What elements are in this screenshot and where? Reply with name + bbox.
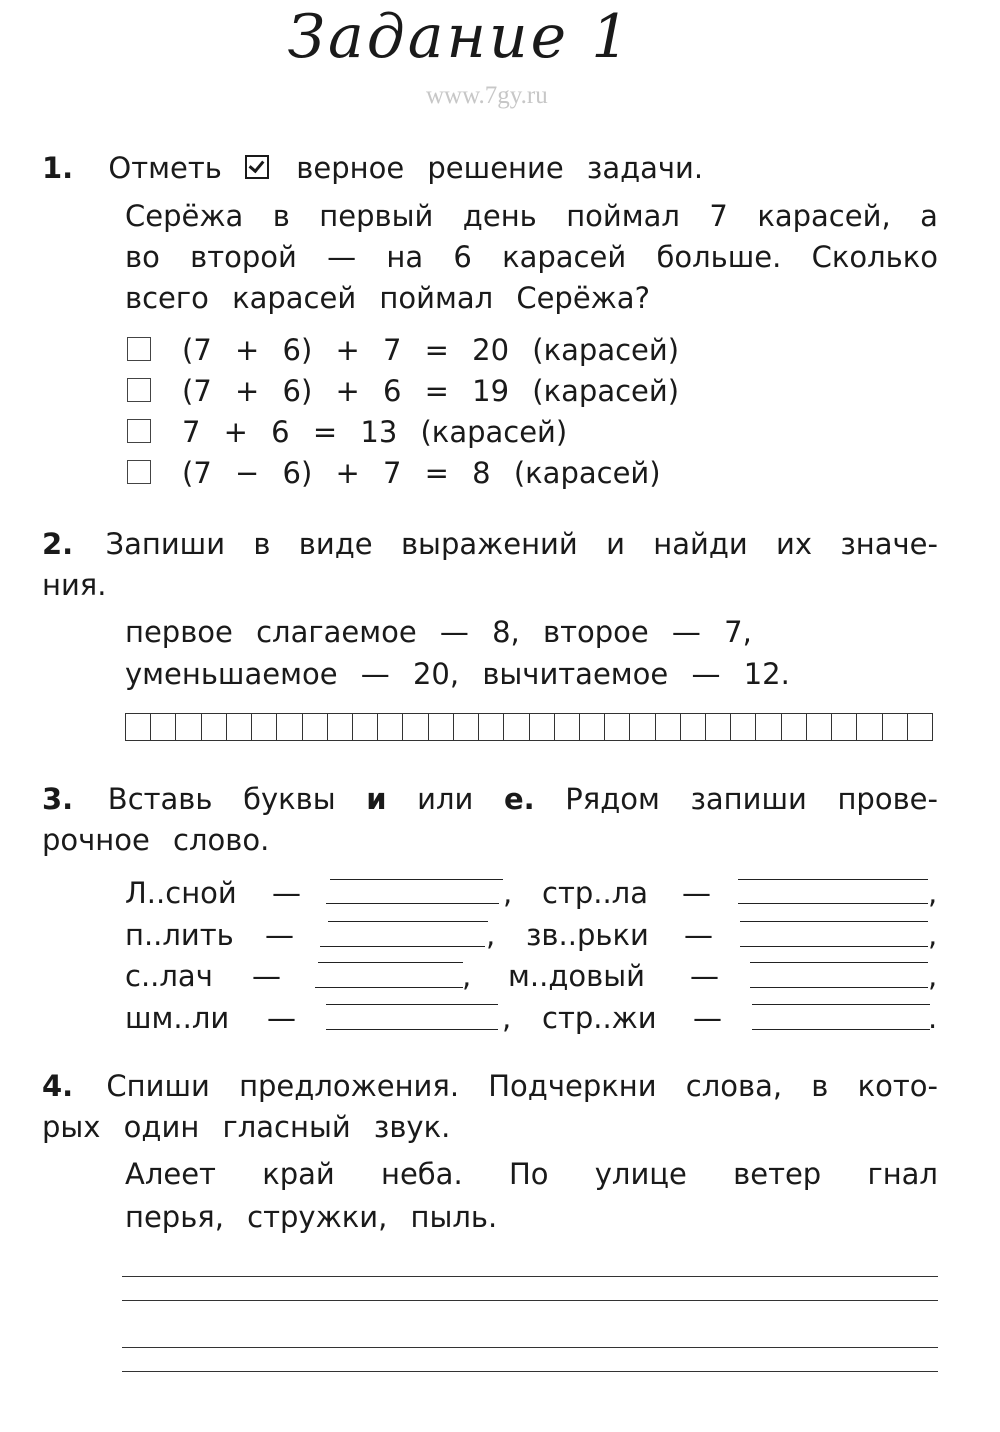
writing-line[interactable]	[122, 1347, 938, 1348]
word: кото-	[857, 1069, 938, 1103]
task2-instruction-line-2: ния.	[42, 568, 107, 602]
word: поймал	[566, 199, 680, 233]
dash: —	[265, 918, 294, 952]
grid-cell[interactable]	[857, 714, 882, 740]
dash: —	[682, 876, 711, 910]
word: 7	[709, 199, 728, 233]
answer-line[interactable]	[750, 987, 928, 988]
answer-line[interactable]	[752, 1004, 930, 1005]
answer-line[interactable]	[740, 946, 928, 947]
answer-line[interactable]	[320, 946, 485, 947]
grid-cell[interactable]	[479, 714, 504, 740]
word: —	[327, 240, 357, 274]
task4-instruction-line-1	[42, 1069, 938, 1103]
answer-line[interactable]	[326, 1004, 498, 1005]
grid-cell[interactable]	[303, 714, 328, 740]
word: По	[508, 1157, 549, 1191]
word: Подчеркни	[488, 1069, 657, 1103]
comma: ,	[486, 918, 496, 952]
comma: ,	[928, 876, 938, 910]
word: Серёжа	[125, 199, 244, 233]
word: буквы	[243, 782, 336, 816]
answer-line[interactable]	[315, 987, 463, 988]
grid-cell[interactable]	[176, 714, 201, 740]
task4-number: 4.	[42, 1069, 74, 1103]
word: их	[776, 527, 813, 561]
grid-cell[interactable]	[756, 714, 781, 740]
left-word-4: шм..ли	[125, 1001, 230, 1035]
word: предложения.	[239, 1069, 460, 1103]
dash: —	[690, 959, 719, 993]
word: в	[272, 199, 290, 233]
grid-cell[interactable]	[731, 714, 756, 740]
word: найди	[653, 527, 748, 561]
grid-cell[interactable]	[202, 714, 227, 740]
answer-line[interactable]	[750, 962, 928, 963]
task1-number: 1.	[42, 151, 74, 185]
checked-box-icon	[245, 155, 269, 179]
right-word-4: стр..жи	[542, 1001, 657, 1035]
letter-e: е.	[503, 782, 535, 816]
grid-cell[interactable]	[681, 714, 706, 740]
word: виде	[298, 527, 373, 561]
comma: ,	[928, 918, 938, 952]
writing-line[interactable]	[122, 1300, 938, 1301]
word: гнал	[867, 1157, 938, 1191]
comma: ,	[503, 876, 513, 910]
option-4: (7 − 6) + 7 = 8 (карасей)	[182, 456, 661, 490]
word: Рядом	[565, 782, 660, 816]
task2-number: 2.	[42, 527, 74, 561]
right-word-1: стр..ла	[542, 876, 648, 910]
word: прове-	[837, 782, 938, 816]
task1-problem-line-2	[125, 240, 938, 274]
comma: ,	[928, 959, 938, 993]
grid-cell[interactable]	[403, 714, 428, 740]
answer-line[interactable]	[752, 1029, 930, 1030]
task3-instruction-line-2: рочное слово.	[42, 823, 270, 857]
letter-i: и	[366, 782, 387, 816]
answer-line[interactable]	[740, 921, 928, 922]
option-3: 7 + 6 = 13 (карасей)	[182, 415, 568, 449]
word: во	[125, 240, 160, 274]
grid-cell[interactable]	[630, 714, 655, 740]
word: край	[262, 1157, 335, 1191]
left-word-3: с..лач	[125, 959, 213, 993]
word: улице	[594, 1157, 687, 1191]
grid-cell[interactable]	[429, 714, 454, 740]
word: выражений	[400, 527, 578, 561]
task2-data-line-2: уменьшаемое — 20, вычитаемое — 12.	[125, 657, 790, 691]
answer-line[interactable]	[328, 921, 488, 922]
word: в	[811, 1069, 829, 1103]
word: значе-	[840, 527, 938, 561]
writing-line[interactable]	[122, 1276, 938, 1277]
option-checkbox[interactable]	[127, 337, 151, 361]
task4-sentence-line-1	[125, 1157, 938, 1191]
word: Запиши	[105, 527, 226, 561]
word: слова,	[685, 1069, 783, 1103]
task3-instruction-line-1: 3. Вставь буквы и или е. Рядом запиши прове-	[42, 782, 938, 816]
task4-sentence-line-2: перья, стружки, пыль.	[125, 1200, 498, 1234]
grid-cell[interactable]	[126, 714, 151, 740]
option-checkbox[interactable]	[127, 419, 151, 443]
grid-cell[interactable]	[353, 714, 378, 740]
grid-cell[interactable]	[328, 714, 353, 740]
grid-cell[interactable]	[706, 714, 731, 740]
word: и	[606, 527, 625, 561]
left-word-1: Л..сной	[125, 876, 237, 910]
grid-cell[interactable]	[883, 714, 908, 740]
grid-cell[interactable]	[277, 714, 302, 740]
watermark: www.7gy.ru	[426, 82, 548, 109]
grid-cell[interactable]	[580, 714, 605, 740]
task2-data-line-1: первое слагаемое — 8, второе — 7,	[125, 615, 752, 649]
grid-cell[interactable]	[605, 714, 630, 740]
grid-cell[interactable]	[782, 714, 807, 740]
grid-cell[interactable]	[454, 714, 479, 740]
word: больше.	[656, 240, 782, 274]
grid-cell[interactable]	[832, 714, 857, 740]
grid-cell[interactable]	[555, 714, 580, 740]
right-word-2: зв..рьки	[526, 918, 649, 952]
answer-line[interactable]	[738, 879, 928, 880]
word: на	[386, 240, 424, 274]
word: Сколько	[811, 240, 938, 274]
answer-line[interactable]	[330, 879, 503, 880]
task1-problem-line-3: всего карасей поймал Серёжа?	[125, 281, 650, 315]
right-word-3: м..довый	[508, 959, 645, 993]
task2-instruction-line-1	[42, 527, 938, 561]
option-2: (7 + 6) + 6 = 19 (карасей)	[182, 374, 680, 408]
period: .	[928, 1001, 938, 1035]
grid-cell[interactable]	[908, 714, 932, 740]
dash: —	[267, 1001, 296, 1035]
word: карасей	[502, 240, 627, 274]
word: второй	[190, 240, 297, 274]
word: запиши	[690, 782, 807, 816]
grid-cell[interactable]	[378, 714, 403, 740]
dash: —	[693, 1001, 722, 1035]
comma: ,	[502, 1001, 512, 1035]
grid-cell[interactable]	[530, 714, 555, 740]
task1-problem-line-1	[125, 199, 938, 233]
word: в	[253, 527, 271, 561]
answer-line[interactable]	[326, 903, 499, 904]
word: день	[462, 199, 537, 233]
grid-cell[interactable]	[504, 714, 529, 740]
option-1: (7 + 6) + 7 = 20 (карасей)	[182, 333, 680, 367]
grid-cell[interactable]	[656, 714, 681, 740]
grid-cell[interactable]	[252, 714, 277, 740]
word: Вставь	[107, 782, 213, 816]
word: карасей,	[757, 199, 891, 233]
task1-instruction: 1. Отметь верное решение задачи.	[42, 151, 704, 185]
writing-line[interactable]	[122, 1371, 938, 1372]
left-word-2: п..лить	[125, 918, 234, 952]
dash: —	[272, 876, 301, 910]
comma: ,	[462, 959, 472, 993]
word: неба.	[381, 1157, 463, 1191]
option-checkbox[interactable]	[127, 378, 151, 402]
dash: —	[684, 918, 713, 952]
word: 6	[453, 240, 472, 274]
word: Алеет	[125, 1157, 216, 1191]
dash: —	[252, 959, 281, 993]
answer-line[interactable]	[318, 962, 463, 963]
word: а	[920, 199, 938, 233]
answer-cell-grid[interactable]	[125, 713, 933, 741]
option-checkbox[interactable]	[127, 460, 151, 484]
grid-cell[interactable]	[227, 714, 252, 740]
grid-cell[interactable]	[807, 714, 832, 740]
answer-line[interactable]	[738, 903, 928, 904]
word: ветер	[733, 1157, 822, 1191]
page-title: Задание 1	[287, 2, 633, 72]
answer-line[interactable]	[326, 1029, 498, 1030]
word: первый	[319, 199, 434, 233]
word: Спиши	[106, 1069, 210, 1103]
grid-cell[interactable]	[151, 714, 176, 740]
task4-instruction-line-2: рых один гласный звук.	[42, 1110, 451, 1144]
